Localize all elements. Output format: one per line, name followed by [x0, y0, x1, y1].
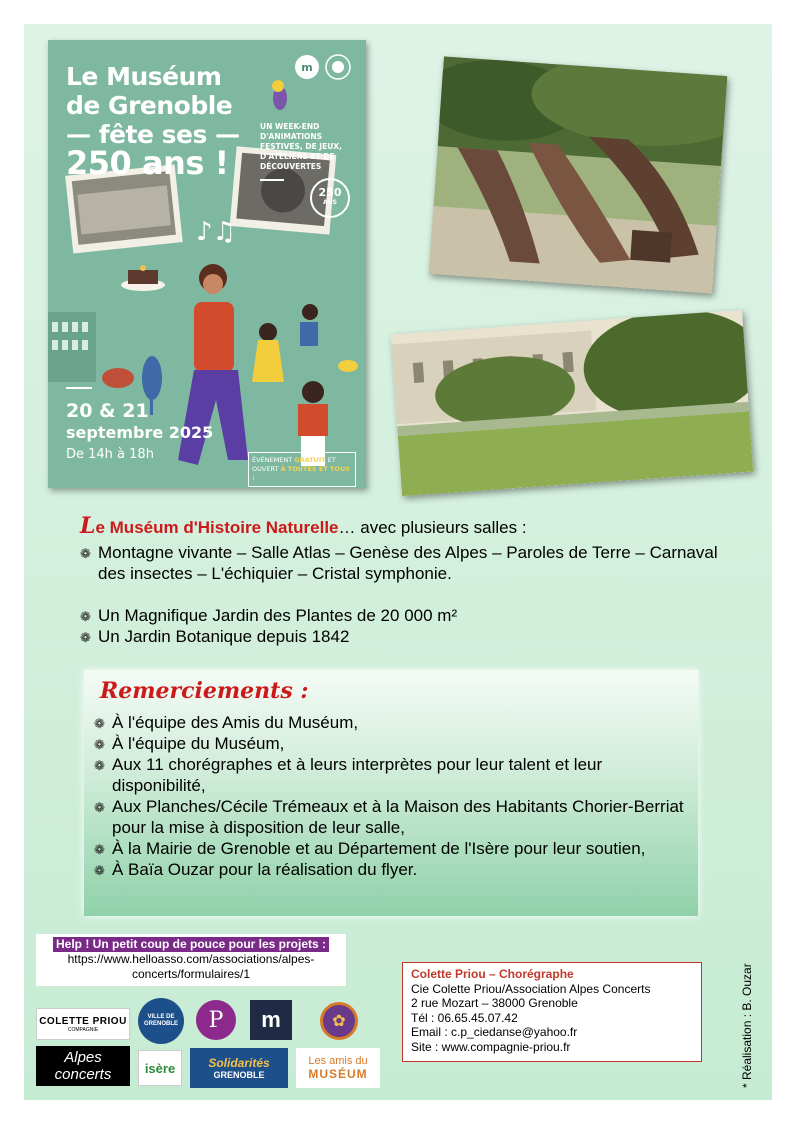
- alpes-concerts-logo: Alpes concerts: [36, 1046, 130, 1086]
- flower-bullet-icon: ❁: [94, 842, 105, 857]
- list-item: ❁ À Baïa Ouzar pour la réalisation du flyer.: [94, 860, 418, 879]
- photo-twisted-trees: [429, 56, 728, 293]
- solidarites-grenoble-logo: Solidarités GRENOBLE: [190, 1048, 288, 1088]
- association-round-logo: ✿: [320, 1002, 358, 1040]
- svg-text:m: m: [301, 61, 313, 74]
- date-hours: De 14h à 18h: [66, 447, 154, 462]
- contact-name: Colette Priou – Chorégraphe: [411, 967, 574, 981]
- help-title: Help ! Un petit coup de pouce pour les projets :: [53, 937, 329, 952]
- isere-logo: isère: [138, 1050, 182, 1086]
- amis-museum-logo: Les amis du MUSÉUM: [296, 1048, 380, 1088]
- p-logo: P: [196, 1000, 236, 1040]
- thanks-list: [94, 712, 688, 880]
- list-item: ❁ À l'équipe des Amis du Muséum,: [94, 713, 359, 732]
- badge-text: ANS: [323, 199, 337, 206]
- list-item: ❁ Montagne vivante – Salle Atlas – Genèse des Alpes – Paroles de Terre – Carnaval des insectes – L'échiquier – Cristal symphonie.: [80, 543, 718, 583]
- museum-name: e Muséum d'Histoire Naturelle: [95, 518, 339, 537]
- flower-bullet-icon: ❁: [94, 758, 105, 773]
- museum-description: [80, 513, 740, 647]
- flower-bullet-icon: ❁: [80, 546, 91, 561]
- thanks-title: Remerciements :: [100, 678, 309, 704]
- list-item: ❁ Aux Planches/Cécile Trémeaux et à la Maison des Habitants Chorier-Berriat pour la mise à disposition de leur salle,: [94, 797, 684, 837]
- help-box: [36, 934, 346, 986]
- contact-address: 2 rue Mozart – 38000 Grenoble: [411, 996, 578, 1010]
- poster-tagline: UN WEEK-END D'ANIMATIONS FESTIVES, DE JEUX, D'ATELIERS ET DE DÉCOUVERTES: [260, 122, 342, 171]
- poster-partner-logos: [294, 54, 354, 80]
- contact-website[interactable]: Site : www.compagnie-priou.fr: [411, 1039, 571, 1054]
- list-item: ❁ À la Mairie de Grenoble et au Département de l'Isère pour leur soutien,: [94, 839, 646, 858]
- list-item: ❁ À l'équipe du Muséum,: [94, 734, 285, 753]
- contact-email[interactable]: Email : c.p_ciedanse@yahoo.fr: [411, 1025, 578, 1039]
- list-item: ❁ Aux 11 chorégraphes et à leurs interprètes pour leur talent et leur disponibilité,: [94, 755, 603, 795]
- flower-bullet-icon: ❁: [94, 800, 105, 815]
- ville-grenoble-logo: VILLE DE GRENOBLE: [138, 998, 184, 1044]
- museum-rooms-list: [80, 542, 740, 584]
- list-item: ❁ Un Magnifique Jardin des Plantes de 20 000 m²: [80, 606, 458, 625]
- contact-company: Cie Colette Priou/Association Alpes Concerts: [411, 981, 651, 996]
- anniversary-badge: [310, 178, 350, 218]
- flower-bullet-icon: ❁: [94, 863, 105, 878]
- design-credit: * Réalisation : B. Ouzar: [740, 963, 754, 1088]
- svg-text:♪♫: ♪♫: [196, 217, 236, 247]
- poster-date: [66, 400, 213, 466]
- museum-intro: Le Muséum d'Histoire Naturelle… avec plusieurs salles :: [80, 513, 527, 539]
- colette-priou-logo: COLETTE PRIOU COMPAGNIE: [36, 1008, 130, 1040]
- list-item: ❁ Un Jardin Botanique depuis 1842: [80, 627, 350, 646]
- date-days: 20 & 21: [66, 400, 149, 422]
- museum-m-logo: m: [250, 1000, 292, 1040]
- poster-free-note: ÉVÉNEMENT GRATUIT ET OUVERT À TOUTES ET TOUS !: [248, 452, 356, 487]
- date-month: septembre 2025: [66, 423, 214, 442]
- contact-box: [402, 962, 702, 1062]
- event-poster: [48, 40, 366, 488]
- helloasso-link[interactable]: https://www.helloasso.com/associations/alpes-concerts/formulaires/1: [67, 952, 315, 981]
- poster-title: Le Muséum de Grenoble — fête ses — 250 ans !: [66, 62, 240, 182]
- flower-bullet-icon: ❁: [80, 609, 91, 624]
- flower-bullet-icon: ❁: [94, 716, 105, 731]
- contact-phone: Tél : 06.65.45.07.42: [411, 1010, 518, 1025]
- thanks-box: [84, 670, 698, 916]
- photo-museum-garden: [391, 310, 753, 496]
- flower-bullet-icon: ❁: [80, 630, 91, 645]
- museum-extras-list: [80, 605, 740, 647]
- flower-bullet-icon: ❁: [94, 737, 105, 752]
- badge-number: 250: [318, 186, 342, 199]
